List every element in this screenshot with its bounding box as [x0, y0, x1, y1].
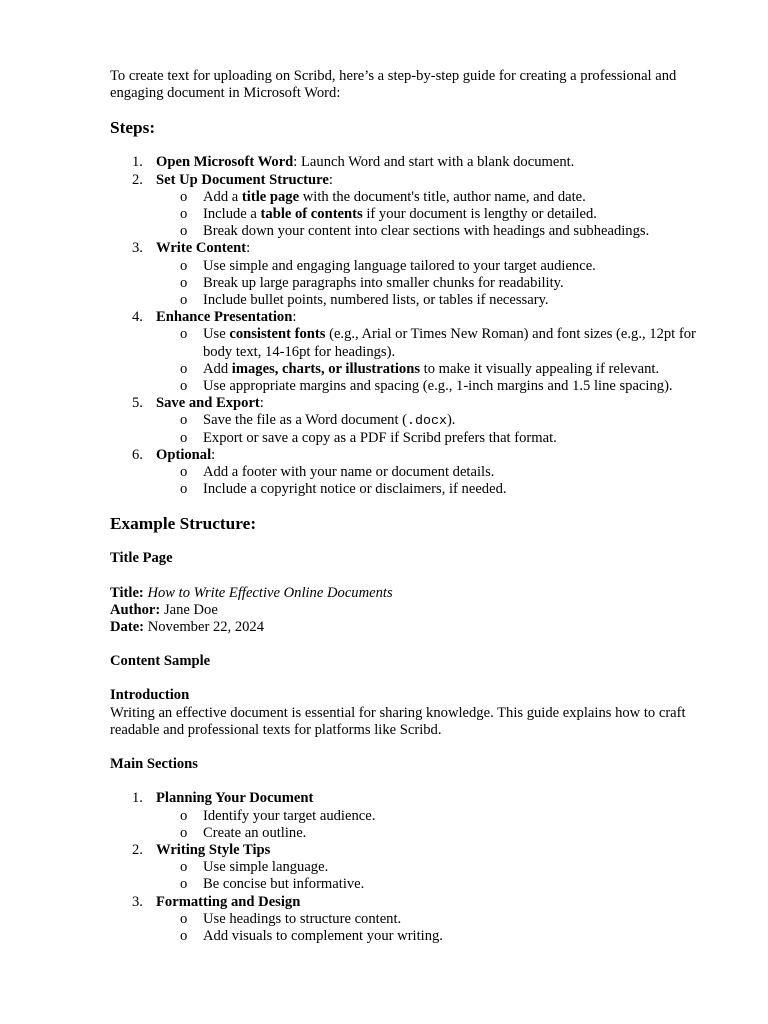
bold-text: title page	[241, 188, 300, 205]
text: Include a	[203, 206, 261, 223]
bullet-icon: o	[180, 824, 188, 841]
code-text: .docx	[407, 413, 447, 429]
text: Add a	[203, 188, 242, 205]
sub-list	[156, 859, 728, 893]
sub-list	[156, 464, 728, 498]
step-title: Open Microsoft Word	[156, 154, 294, 171]
list-item	[156, 825, 728, 842]
step-text: :	[211, 446, 216, 463]
bullet-icon: o	[180, 481, 188, 498]
text: Create an outline.	[203, 824, 307, 841]
bullet-icon: o	[180, 412, 188, 429]
sub-list	[156, 189, 728, 241]
spacer	[110, 498, 728, 514]
step-title: Save and Export	[156, 395, 260, 412]
bullet-icon: o	[180, 876, 188, 893]
main-sections-heading: Main Sections	[110, 756, 198, 773]
text: Be concise but informative.	[203, 876, 365, 893]
list-number: 3.	[132, 240, 143, 257]
text: Save the file as a Word document (	[203, 412, 408, 429]
list-item	[110, 395, 728, 447]
sub-list	[156, 258, 728, 310]
meta-value: Jane Doe	[163, 601, 218, 618]
introduction-heading	[110, 687, 728, 704]
list-item	[110, 154, 728, 171]
step-text: :	[292, 309, 297, 326]
list-number: 1.	[132, 790, 143, 807]
list-item	[110, 842, 728, 894]
bullet-icon: o	[180, 859, 188, 876]
text: Break up large paragraphs into smaller chunks for readability.	[203, 274, 564, 291]
meta-label: Date:	[110, 619, 145, 636]
text: Use	[203, 326, 230, 343]
sub-list	[156, 911, 728, 945]
section-title: Writing Style Tips	[156, 841, 271, 858]
list-item	[156, 326, 728, 360]
list-item	[156, 189, 728, 206]
text: Identify your target audience.	[203, 807, 376, 824]
list-item	[156, 258, 728, 275]
step-title: Set Up Document Structure	[156, 171, 329, 188]
bullet-icon: o	[180, 464, 188, 481]
list-item	[156, 481, 728, 498]
sub-list	[156, 326, 728, 395]
list-item	[156, 275, 728, 292]
list-item	[156, 378, 728, 395]
section-title: Planning Your Document	[156, 790, 314, 807]
meta-date	[110, 619, 728, 636]
text: Use simple and engaging language tailored to your target audience.	[203, 257, 596, 274]
bullet-icon: o	[180, 292, 188, 309]
text: with the document's title, author name, and date.	[299, 188, 586, 205]
intro-paragraph: To create text for uploading on Scribd, here’s a step-by-step guide for creating a professional and engaging document in Microsoft Word:	[110, 68, 677, 102]
list-item	[156, 292, 728, 309]
list-item	[110, 894, 728, 946]
content-sample-heading: Content Sample	[110, 653, 211, 670]
list-number: 5.	[132, 395, 143, 412]
bullet-icon: o	[180, 429, 188, 446]
bullet-icon: o	[180, 188, 188, 205]
text: Add	[203, 360, 232, 377]
bold-text: table of contents	[260, 206, 363, 223]
list-item	[156, 464, 728, 481]
text: ).	[446, 412, 456, 429]
list-number: 3.	[132, 893, 143, 910]
bullet-icon: o	[180, 274, 188, 291]
list-item	[156, 412, 728, 429]
example-structure-heading: Example Structure:	[110, 514, 257, 534]
bullet-icon: o	[180, 360, 188, 377]
list-item	[156, 928, 728, 945]
bold-text: consistent fonts	[229, 326, 326, 343]
step-title: Write Content	[156, 240, 247, 257]
list-item	[156, 430, 728, 447]
text: if your document is lengthy or detailed.	[362, 206, 597, 223]
step-text: :	[328, 171, 333, 188]
step-text: :	[246, 240, 251, 257]
list-number: 2.	[132, 171, 143, 188]
list-item	[110, 447, 728, 499]
text: Include a copyright notice or disclaimers, if needed.	[203, 481, 507, 498]
list-item	[156, 361, 728, 378]
list-item	[156, 859, 728, 876]
meta-label: Author:	[110, 601, 161, 618]
bold-text: images, charts, or illustrations	[231, 360, 421, 377]
bullet-icon: o	[180, 378, 188, 395]
list-item	[156, 223, 728, 240]
bullet-icon: o	[180, 223, 188, 240]
text: (e.g., Arial or Times New Roman) and font sizes (e.g., 12pt for body text, 14-16pt for headings).	[203, 326, 696, 360]
step-title: Enhance Presentation	[156, 309, 293, 326]
text: Use headings to structure content.	[203, 910, 402, 927]
step-title: Optional	[156, 446, 212, 463]
bullet-icon: o	[180, 910, 188, 927]
list-number: 6.	[132, 446, 143, 463]
section-title: Formatting and Design	[156, 893, 301, 910]
list-item	[110, 172, 728, 241]
text: Include bullet points, numbered lists, or tables if necessary.	[203, 292, 549, 309]
steps-list	[110, 154, 728, 498]
text: Add a footer with your name or document details.	[203, 464, 495, 481]
bullet-icon: o	[180, 807, 188, 824]
introduction-text: Writing an effective document is essential for sharing knowledge. This guide explains how to craft readable and professional texts for platforms like Scribd.	[110, 704, 686, 738]
sub-list	[156, 412, 728, 446]
list-item	[156, 206, 728, 223]
text: Break down your content into clear sections with headings and subheadings.	[203, 223, 650, 240]
list-number: 4.	[132, 309, 143, 326]
introduction-heading-text: Introduction	[110, 687, 190, 704]
meta-label: Title:	[110, 584, 144, 601]
sub-list	[156, 808, 728, 842]
bullet-icon: o	[180, 927, 188, 944]
list-item	[156, 808, 728, 825]
bullet-icon: o	[180, 326, 188, 343]
text: Export or save a copy as a PDF if Scribd prefers that format.	[203, 429, 557, 446]
text: Add visuals to complement your writing.	[203, 927, 443, 944]
step-text: : Launch Word and start with a blank document.	[293, 154, 575, 171]
meta-title	[110, 585, 728, 602]
text: to make it visually appealing if relevant.	[420, 360, 660, 377]
text: Use appropriate margins and spacing (e.g., 1-inch margins and 1.5 line spacing).	[203, 378, 673, 395]
bullet-icon: o	[180, 206, 188, 223]
steps-heading: Steps:	[110, 118, 156, 138]
bullet-icon: o	[180, 257, 188, 274]
list-item	[110, 790, 728, 842]
list-item	[110, 240, 728, 309]
list-item	[156, 876, 728, 893]
meta-value: How to Write Effective Online Documents	[147, 584, 393, 601]
list-item	[110, 309, 728, 395]
list-item	[156, 911, 728, 928]
meta-author	[110, 602, 728, 619]
main-sections-list	[110, 790, 728, 945]
title-page-heading: Title Page	[110, 550, 173, 567]
list-number: 2.	[132, 841, 143, 858]
text: Use simple language.	[203, 859, 329, 876]
list-number: 1.	[132, 154, 143, 171]
meta-value: November 22, 2024	[147, 619, 265, 636]
step-text: :	[259, 395, 264, 412]
